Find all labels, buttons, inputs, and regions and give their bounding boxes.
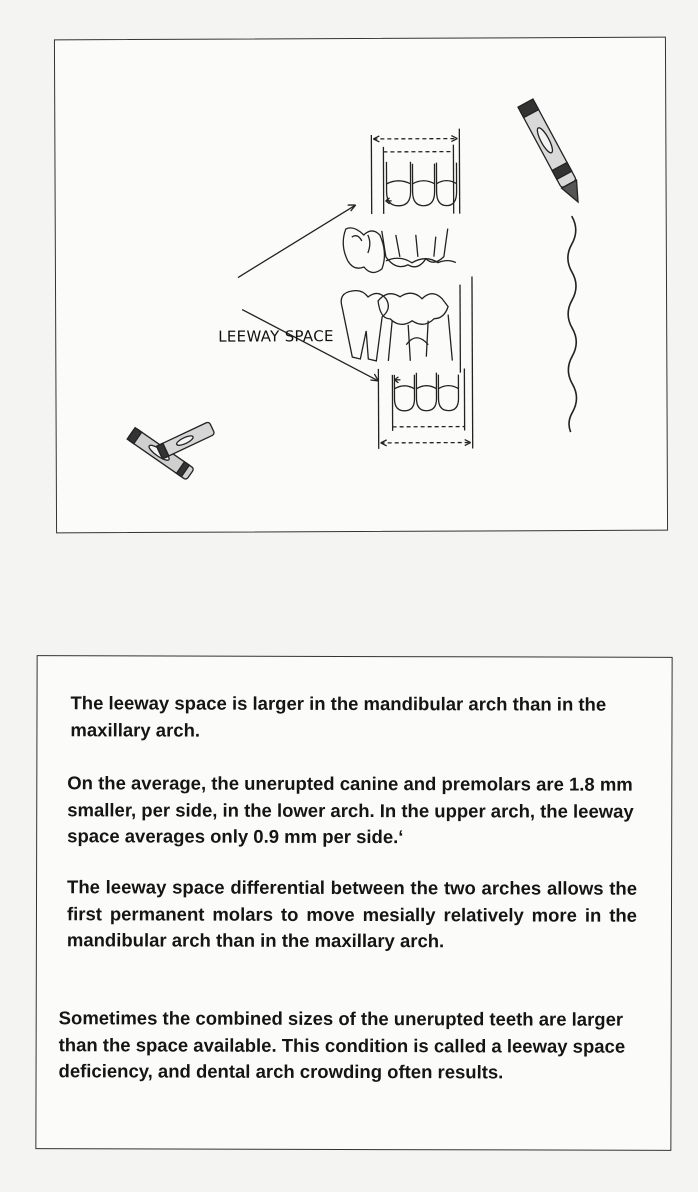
upper-dimension-bracket [371,129,459,214]
lower-dimension-bracket [378,277,473,449]
wavy-line-icon [568,216,577,432]
upper-posterior-teeth [343,227,456,272]
paragraph-4: Sometimes the combined sizes of the unerupted teeth are larger than the space available. This condition is called a leeway space deficiency, and dental arch crowding often results. [58,1007,626,1083]
lower-anterior-teeth [394,373,458,411]
figure-frame [54,37,668,534]
text-panel [35,655,672,1151]
paragraph-3: The leeway space differential between the two arches allows the first permanent molars to move mesially relatively more in the mandibular arch than in the maxillary arch. [66,876,638,952]
crayon-icon [518,99,586,206]
paragraph-1: The leeway space is larger in the mandibular arch than in the maxillary arch. [70,692,607,741]
label-leader-lines [238,205,379,382]
leeway-space-label: LEEWAY SPACE [218,327,334,346]
crayons-pair-icon [127,421,215,480]
paragraph-2: On the average, the unerupted canine and premolars are 1.8 mm smaller, per side, in the lower arch. In the upper arch, the leeway space averages only 0.9 mm per side.‘ [67,772,634,848]
leeway-space-illustration [55,38,669,535]
lower-posterior-teeth [341,285,460,374]
upper-anterior-teeth [385,162,456,206]
